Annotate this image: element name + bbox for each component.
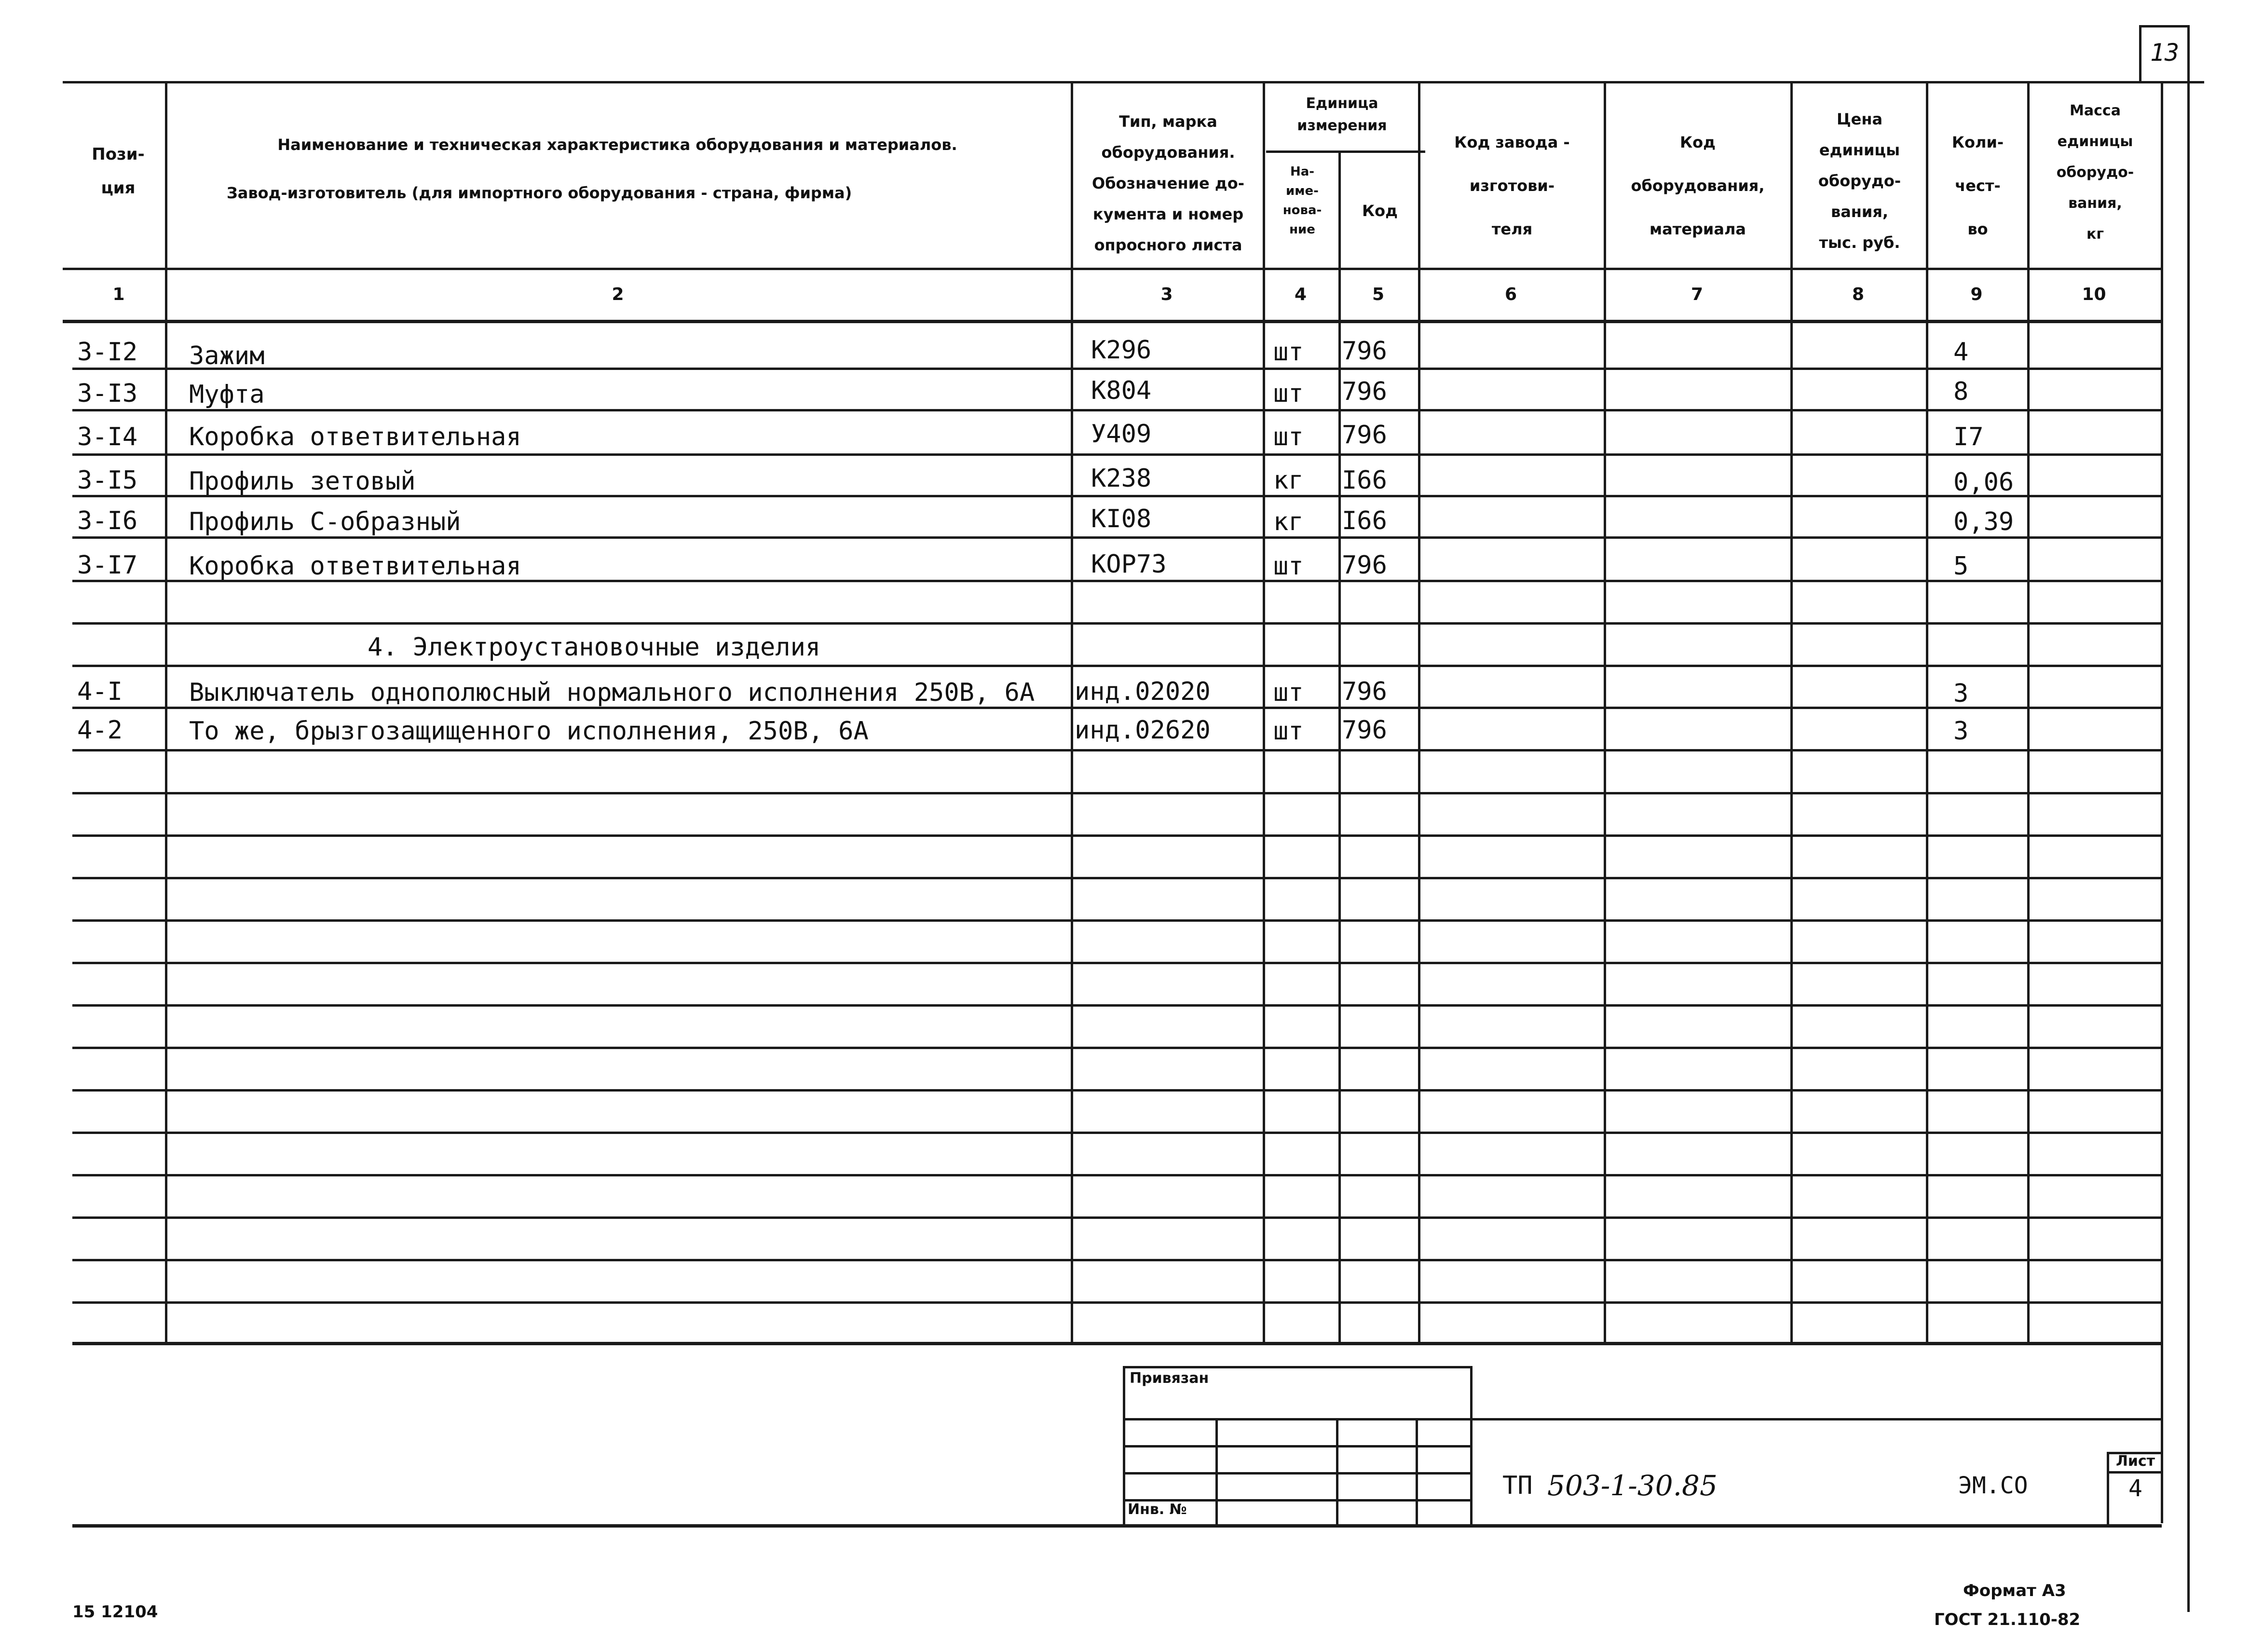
- column-number: 6: [1504, 285, 1517, 304]
- row-line: [72, 834, 2162, 837]
- row-quantity: 5: [1953, 552, 1969, 581]
- row-code: 796: [1342, 677, 1387, 706]
- row-unit: шт: [1273, 423, 1304, 451]
- column-number: 8: [1852, 285, 1865, 304]
- row-type: инд.02020: [1075, 677, 1211, 706]
- col-divider-9: [2027, 81, 2030, 1344]
- column-number: 5: [1372, 285, 1385, 304]
- col-divider-5: [1418, 81, 1420, 1344]
- corner-box-top: [2139, 25, 2190, 27]
- column-number: 3: [1160, 285, 1173, 304]
- row-unit: шт: [1273, 552, 1304, 581]
- row-line: [72, 1047, 2162, 1049]
- colnum-bottom-line: [63, 320, 2162, 323]
- stamp-top-line: [1123, 1366, 1470, 1368]
- header-unit-group: Единица измерения: [1297, 95, 1387, 134]
- row-unit: кг: [1273, 507, 1304, 536]
- row-code: 796: [1342, 377, 1387, 406]
- row-type: У409: [1091, 420, 1152, 449]
- row-code: 796: [1342, 716, 1387, 745]
- row-position: 3-I4: [77, 423, 138, 451]
- row-line: [72, 622, 2162, 625]
- header-manufacturer-code: Код завода - изготови- теля: [1454, 133, 1570, 238]
- row-line: [72, 536, 2162, 539]
- row-line: [72, 1259, 2162, 1261]
- row-line: [72, 962, 2162, 964]
- col-divider-1: [165, 81, 167, 1344]
- row-line: [72, 665, 2162, 667]
- row-name: Профиль С-образный: [189, 507, 461, 536]
- row-name: Зажим: [189, 341, 265, 370]
- col-divider-7: [1790, 81, 1793, 1344]
- column-number: 4: [1294, 285, 1307, 304]
- row-quantity: 0,06: [1953, 468, 2014, 497]
- sheet-number: 4: [2128, 1475, 2142, 1502]
- table-bottom-line: [72, 1342, 2162, 1345]
- row-line: [72, 409, 2162, 411]
- doc-designation-prefix: ТП: [1502, 1471, 1533, 1500]
- header-equipment-code: Код оборудования, материала: [1631, 133, 1765, 238]
- row-name: Коробка ответвительная: [189, 552, 521, 581]
- row-unit: шт: [1273, 379, 1304, 408]
- row-name: Коробка ответвительная: [189, 423, 521, 451]
- stamp-inv-label: Инв. №: [1128, 1501, 1187, 1518]
- row-code: 796: [1342, 421, 1387, 450]
- col-divider-8: [1926, 81, 1928, 1344]
- stamp-bottom-line: [72, 1524, 2162, 1528]
- footer-format: Формат А3: [1963, 1581, 2066, 1600]
- col-divider-3: [1263, 81, 1265, 1344]
- row-line: [72, 749, 2162, 751]
- frame-right-inner-line: [2161, 81, 2163, 1523]
- row-type: инд.02620: [1075, 716, 1211, 745]
- header-unit-mass: Масса единицы оборудо- вания, кг: [2056, 102, 2134, 243]
- sheet-corner-number: 13: [2150, 39, 2180, 67]
- row-unit: кг: [1273, 466, 1304, 495]
- stamp-line: [1123, 1472, 1470, 1475]
- stamp-col: [1416, 1418, 1418, 1526]
- row-type: К238: [1091, 464, 1152, 493]
- row-line: [72, 1132, 2162, 1134]
- header-unit-code: Код: [1362, 202, 1398, 220]
- stamp-col: [1215, 1418, 1218, 1526]
- row-line: [72, 792, 2162, 794]
- row-type: К804: [1091, 376, 1152, 405]
- footer-gost: ГОСТ 21.110-82: [1934, 1610, 2081, 1629]
- row-position: 3-I6: [77, 506, 138, 535]
- frame-right-line: [2187, 25, 2190, 1612]
- section-heading: 4. Электроустановочные изделия: [368, 633, 821, 662]
- header-quantity: Коли- чест- во: [1951, 133, 2004, 238]
- header-name-line2: Завод-изготовитель (для импортного оборудования - страна, фирма): [227, 184, 852, 202]
- header-unit-name: На- име- нова- ние: [1282, 164, 1322, 237]
- row-name: Профиль зетовый: [189, 467, 416, 496]
- stamp-left-line: [1123, 1366, 1125, 1526]
- row-line: [72, 1301, 2162, 1304]
- row-line: [72, 919, 2162, 922]
- doc-code: ЭМ.СО: [1958, 1472, 2028, 1499]
- stamp-sheet-col: [2107, 1452, 2109, 1526]
- row-unit: шт: [1273, 678, 1304, 707]
- row-quantity: I7: [1953, 423, 1984, 451]
- header-position: Пози- ция: [92, 145, 145, 198]
- stamp-line: [1123, 1445, 1470, 1447]
- row-name: То же, брызгозащищенного исполнения, 250В, 6А: [189, 717, 869, 746]
- stamp-line: [1123, 1418, 1470, 1420]
- stamp-col: [1470, 1366, 1473, 1526]
- row-quantity: 3: [1953, 717, 1969, 746]
- row-quantity: 0,39: [1953, 507, 2014, 536]
- row-type: К296: [1091, 336, 1152, 365]
- stamp-sheet-line: [2107, 1471, 2162, 1474]
- col-divider-6: [1604, 81, 1606, 1344]
- row-unit: шт: [1273, 717, 1304, 746]
- header-type: Тип, марка оборудования. Обозначение до- кумента и номер опросного листа: [1092, 112, 1244, 254]
- stamp-main-top-line: [1470, 1418, 2162, 1420]
- row-name: Муфта: [189, 380, 265, 409]
- col-divider-4: [1338, 150, 1341, 1344]
- row-unit: шт: [1273, 338, 1304, 367]
- row-line: [72, 1174, 2162, 1176]
- header-bottom-line: [63, 268, 2162, 270]
- header-name-line1: Наименование и техническая характеристика оборудования и материалов.: [277, 136, 957, 154]
- row-line: [72, 1216, 2162, 1219]
- row-line: [72, 877, 2162, 879]
- column-number: 10: [2082, 285, 2106, 304]
- row-quantity: 4: [1953, 338, 1969, 367]
- column-number: 1: [112, 285, 125, 304]
- row-position: 3-I7: [77, 551, 138, 580]
- row-position: 3-I3: [77, 379, 138, 408]
- row-code: 796: [1342, 337, 1387, 366]
- row-type: КI08: [1091, 505, 1152, 533]
- col-divider-2: [1071, 81, 1073, 1344]
- frame-top-line: [63, 81, 2204, 83]
- row-type: КОР73: [1091, 550, 1167, 579]
- column-number: 9: [1970, 285, 1983, 304]
- corner-box-left: [2139, 25, 2141, 83]
- row-line: [72, 453, 2162, 456]
- column-number: 7: [1691, 285, 1704, 304]
- row-code: I66: [1342, 466, 1387, 495]
- column-number: 2: [612, 285, 624, 304]
- row-quantity: 8: [1953, 377, 1969, 406]
- row-position: 3-I5: [77, 466, 138, 495]
- row-code: I66: [1342, 506, 1387, 535]
- stamp-col: [1336, 1418, 1338, 1526]
- row-position: 4-2: [77, 716, 123, 745]
- sheet-label: Лист: [2115, 1453, 2155, 1470]
- row-line: [72, 1089, 2162, 1092]
- row-line: [72, 1004, 2162, 1007]
- row-name: Выключатель однополюсный нормального исполнения 250В, 6А: [189, 678, 1035, 707]
- footer-order-number: 15 12104: [72, 1602, 158, 1622]
- row-position: 3-I2: [77, 338, 138, 367]
- header-unit-price: Цена единицы оборудо- вания, тыс. руб.: [1818, 110, 1901, 252]
- row-code: 796: [1342, 551, 1387, 580]
- row-quantity: 3: [1953, 679, 1969, 708]
- row-line: [72, 368, 2162, 370]
- row-position: 4-I: [77, 677, 123, 706]
- stamp-privyazan-label: Привязан: [1130, 1370, 1209, 1387]
- doc-designation-number: 503-1-30.85: [1547, 1469, 1718, 1502]
- unit-subheader-line: [1266, 150, 1425, 153]
